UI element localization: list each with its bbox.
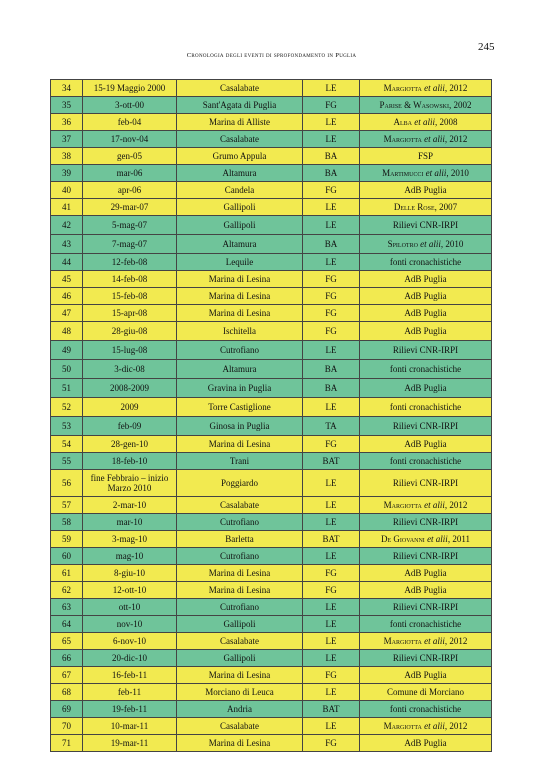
source-cell xyxy=(360,453,492,470)
date-cell: 19-feb-11 xyxy=(83,701,177,718)
source-etal: et alii xyxy=(420,238,441,249)
row-number-cell: 42 xyxy=(51,216,83,235)
table-row xyxy=(51,531,492,548)
province-cell: LE xyxy=(303,216,360,235)
row-number-cell: 59 xyxy=(51,531,83,548)
source-etal: et alii xyxy=(425,167,447,178)
date-cell: 19-mar-11 xyxy=(83,735,177,752)
table-row xyxy=(51,148,492,165)
table-row xyxy=(51,514,492,531)
source-year: fonti cronachistiche xyxy=(389,363,462,374)
source-year: , 2007 xyxy=(434,201,458,212)
source-year: FSP xyxy=(417,150,434,161)
table-row xyxy=(51,199,492,216)
row-number-cell: 58 xyxy=(51,514,83,531)
source-author: Alba xyxy=(393,116,412,127)
source-etal: et alii xyxy=(424,635,445,646)
province-cell: FG xyxy=(303,305,360,322)
running-header: Cronologia degli eventi di sprofondamento in Puglia xyxy=(186,52,357,59)
source-cell xyxy=(360,497,492,514)
source-cell xyxy=(360,379,492,398)
date-cell: 7-mag-07 xyxy=(83,235,177,254)
table-row xyxy=(51,182,492,199)
source-year: Rilievi CNR-IRPI xyxy=(392,550,459,561)
source-cell xyxy=(360,322,492,341)
province-cell: LE xyxy=(303,114,360,131)
row-number-cell: 39 xyxy=(51,165,83,182)
province-cell: LE xyxy=(303,470,360,497)
source-year: , 2012 xyxy=(444,635,468,646)
table-body xyxy=(51,80,492,752)
source-year: Rilievi CNR-IRPI xyxy=(392,516,459,527)
source-year: AdB Puglia xyxy=(404,737,447,748)
source-cell xyxy=(360,305,492,322)
date-cell: 3-ott-00 xyxy=(83,97,177,114)
province-cell: LE xyxy=(303,650,360,667)
province-cell: TA xyxy=(303,417,360,436)
location-cell: Altamura xyxy=(177,165,303,182)
date-cell: 10-mar-11 xyxy=(83,718,177,735)
source-cell xyxy=(360,633,492,650)
source-year: AdB Puglia xyxy=(404,669,447,680)
table-row xyxy=(51,341,492,360)
source-year: , 2010 xyxy=(446,167,469,178)
location-cell: Marina di Lesina xyxy=(177,735,303,752)
province-cell: LE xyxy=(303,599,360,616)
location-cell: Marina di Lesina xyxy=(177,667,303,684)
province-cell: FG xyxy=(303,735,360,752)
source-cell xyxy=(360,548,492,565)
source-year: , 2011 xyxy=(447,533,470,544)
location-cell: Lequile xyxy=(177,254,303,271)
source-year: Comune di Morciano xyxy=(387,686,464,697)
date-cell: 2-mar-10 xyxy=(83,497,177,514)
location-cell: Torre Castiglione xyxy=(177,398,303,417)
source-author: Martimucci xyxy=(382,167,424,178)
date-cell: 16-feb-11 xyxy=(83,667,177,684)
province-cell: FG xyxy=(303,97,360,114)
location-cell: Marina di Lesina xyxy=(177,288,303,305)
province-cell: BAT xyxy=(303,701,360,718)
source-etal: et alii xyxy=(424,499,445,510)
table-row xyxy=(51,322,492,341)
source-cell xyxy=(360,80,492,97)
row-number-cell: 46 xyxy=(51,288,83,305)
table-row xyxy=(51,216,492,235)
source-cell xyxy=(360,531,492,548)
row-number-cell: 48 xyxy=(51,322,83,341)
date-cell: 15-apr-08 xyxy=(83,305,177,322)
table-row xyxy=(51,398,492,417)
source-author: De Giovanni xyxy=(381,533,425,544)
date-cell: 15-lug-08 xyxy=(83,341,177,360)
province-cell: FG xyxy=(303,565,360,582)
location-cell: Marina di Lesina xyxy=(177,305,303,322)
province-cell: LE xyxy=(303,80,360,97)
province-cell: FG xyxy=(303,182,360,199)
source-year: Rilievi CNR-IRPI xyxy=(392,344,459,355)
source-cell xyxy=(360,131,492,148)
province-cell: FG xyxy=(303,322,360,341)
source-cell xyxy=(360,398,492,417)
table-row xyxy=(51,701,492,718)
source-author: Margiotta xyxy=(383,133,422,144)
date-cell: 20-dic-10 xyxy=(83,650,177,667)
location-cell: Sant'Agata di Puglia xyxy=(177,97,303,114)
location-cell: Casalabate xyxy=(177,80,303,97)
location-cell: Casalabate xyxy=(177,497,303,514)
source-cell xyxy=(360,199,492,216)
location-cell: Cutrofiano xyxy=(177,514,303,531)
province-cell: BAT xyxy=(303,531,360,548)
row-number-cell: 44 xyxy=(51,254,83,271)
row-number-cell: 53 xyxy=(51,417,83,436)
date-cell: ott-10 xyxy=(83,599,177,616)
location-cell: Marina di Lesina xyxy=(177,565,303,582)
location-cell: Altamura xyxy=(177,235,303,254)
table-row xyxy=(51,254,492,271)
row-number-cell: 63 xyxy=(51,599,83,616)
table-row xyxy=(51,436,492,453)
table-row xyxy=(51,379,492,398)
source-cell xyxy=(360,254,492,271)
location-cell: Casalabate xyxy=(177,131,303,148)
date-cell: mar-10 xyxy=(83,514,177,531)
source-cell xyxy=(360,216,492,235)
source-author: Parise & Wasowski xyxy=(379,99,449,110)
date-cell: 12-feb-08 xyxy=(83,254,177,271)
row-number-cell: 51 xyxy=(51,379,83,398)
date-cell: 15-19 Maggio 2000 xyxy=(83,80,177,97)
location-cell: Cutrofiano xyxy=(177,341,303,360)
date-cell: fine Febbraio – inizio Marzo 2010 xyxy=(83,470,177,497)
date-cell: feb-04 xyxy=(83,114,177,131)
province-cell: BA xyxy=(303,360,360,379)
row-number-cell: 36 xyxy=(51,114,83,131)
row-number-cell: 60 xyxy=(51,548,83,565)
table-row xyxy=(51,616,492,633)
source-cell xyxy=(360,667,492,684)
row-number-cell: 34 xyxy=(51,80,83,97)
table-row xyxy=(51,718,492,735)
source-year: , 2008 xyxy=(435,116,458,127)
table-row xyxy=(51,235,492,254)
date-cell: 15-feb-08 xyxy=(83,288,177,305)
table-row xyxy=(51,667,492,684)
row-number-cell: 47 xyxy=(51,305,83,322)
table-row xyxy=(51,305,492,322)
source-cell xyxy=(360,182,492,199)
location-cell: Marina di Lesina xyxy=(177,436,303,453)
province-cell: LE xyxy=(303,199,360,216)
source-cell xyxy=(360,235,492,254)
province-cell: BA xyxy=(303,379,360,398)
source-etal: et alii xyxy=(424,82,445,93)
source-year: AdB Puglia xyxy=(404,307,447,318)
table-row xyxy=(51,271,492,288)
province-cell: BA xyxy=(303,235,360,254)
source-cell xyxy=(360,718,492,735)
province-cell: LE xyxy=(303,497,360,514)
table-row xyxy=(51,114,492,131)
location-cell: Marina di Alliste xyxy=(177,114,303,131)
row-number-cell: 70 xyxy=(51,718,83,735)
source-year: Rilievi CNR-IRPI xyxy=(392,652,459,663)
province-cell: BA xyxy=(303,148,360,165)
source-cell xyxy=(360,97,492,114)
source-etal: et alii xyxy=(424,133,445,144)
source-year: AdB Puglia xyxy=(404,382,447,393)
province-cell: LE xyxy=(303,548,360,565)
location-cell: Ginosa in Puglia xyxy=(177,417,303,436)
location-cell: Ischitella xyxy=(177,322,303,341)
location-cell: Trani xyxy=(177,453,303,470)
source-year: Rilievi CNR-IRPI xyxy=(392,420,459,431)
location-cell: Gallipoli xyxy=(177,616,303,633)
source-author: Margiotta xyxy=(383,499,422,510)
table-row xyxy=(51,497,492,514)
source-year: AdB Puglia xyxy=(404,438,447,449)
date-cell: 17-nov-04 xyxy=(83,131,177,148)
location-cell: Marina di Lesina xyxy=(177,582,303,599)
source-cell xyxy=(360,599,492,616)
source-cell xyxy=(360,616,492,633)
location-cell: Andria xyxy=(177,701,303,718)
location-cell: Marina di Lesina xyxy=(177,271,303,288)
province-cell: LE xyxy=(303,341,360,360)
location-cell: Gravina in Puglia xyxy=(177,379,303,398)
province-cell: LE xyxy=(303,514,360,531)
table-row xyxy=(51,650,492,667)
row-number-cell: 64 xyxy=(51,616,83,633)
source-year: AdB Puglia xyxy=(404,325,447,336)
row-number-cell: 52 xyxy=(51,398,83,417)
table-row xyxy=(51,470,492,497)
row-number-cell: 45 xyxy=(51,271,83,288)
row-number-cell: 67 xyxy=(51,667,83,684)
source-cell xyxy=(360,684,492,701)
row-number-cell: 41 xyxy=(51,199,83,216)
source-year: fonti cronachistiche xyxy=(389,401,462,412)
row-number-cell: 54 xyxy=(51,436,83,453)
province-cell: LE xyxy=(303,616,360,633)
province-cell: BAT xyxy=(303,453,360,470)
row-number-cell: 65 xyxy=(51,633,83,650)
source-cell xyxy=(360,470,492,497)
source-year: fonti cronachistiche xyxy=(389,256,462,267)
date-cell: 6-nov-10 xyxy=(83,633,177,650)
row-number-cell: 56 xyxy=(51,470,83,497)
source-cell xyxy=(360,514,492,531)
location-cell: Cutrofiano xyxy=(177,548,303,565)
date-cell: feb-11 xyxy=(83,684,177,701)
location-cell: Casalabate xyxy=(177,633,303,650)
table-row xyxy=(51,417,492,436)
date-cell: 5-mag-07 xyxy=(83,216,177,235)
province-cell: LE xyxy=(303,633,360,650)
location-cell: Cutrofiano xyxy=(177,599,303,616)
row-number-cell: 62 xyxy=(51,582,83,599)
source-year: , 2012 xyxy=(444,82,468,93)
row-number-cell: 38 xyxy=(51,148,83,165)
row-number-cell: 61 xyxy=(51,565,83,582)
row-number-cell: 66 xyxy=(51,650,83,667)
location-cell: Candela xyxy=(177,182,303,199)
table-row xyxy=(51,633,492,650)
date-cell: mag-10 xyxy=(83,548,177,565)
table-row xyxy=(51,684,492,701)
source-year: AdB Puglia xyxy=(404,184,447,195)
table-row xyxy=(51,131,492,148)
table-row xyxy=(51,599,492,616)
source-year: AdB Puglia xyxy=(404,290,447,301)
date-cell: 28-gen-10 xyxy=(83,436,177,453)
date-cell: 28-giu-08 xyxy=(83,322,177,341)
source-author: Spilotro xyxy=(387,238,418,249)
source-year: AdB Puglia xyxy=(404,584,447,595)
province-cell: FG xyxy=(303,271,360,288)
date-cell: 14-feb-08 xyxy=(83,271,177,288)
location-cell: Grumo Appula xyxy=(177,148,303,165)
date-cell: 2009 xyxy=(83,398,177,417)
source-year: , 2002 xyxy=(449,99,472,110)
table-row xyxy=(51,453,492,470)
table-row xyxy=(51,735,492,752)
province-cell: LE xyxy=(303,718,360,735)
province-cell: FG xyxy=(303,582,360,599)
date-cell: 3-dic-08 xyxy=(83,360,177,379)
date-cell: 29-mar-07 xyxy=(83,199,177,216)
province-cell: LE xyxy=(303,254,360,271)
source-year: fonti cronachistiche xyxy=(389,618,462,629)
source-year: fonti cronachistiche xyxy=(389,703,462,714)
province-cell: LE xyxy=(303,131,360,148)
date-cell: 12-ott-10 xyxy=(83,582,177,599)
source-year: , 2012 xyxy=(444,133,468,144)
date-cell: 8-giu-10 xyxy=(83,565,177,582)
location-cell: Gallipoli xyxy=(177,199,303,216)
source-cell xyxy=(360,436,492,453)
source-author: Margiotta xyxy=(383,82,422,93)
date-cell: mar-06 xyxy=(83,165,177,182)
location-cell: Gallipoli xyxy=(177,650,303,667)
row-number-cell: 68 xyxy=(51,684,83,701)
location-cell: Altamura xyxy=(177,360,303,379)
table-row xyxy=(51,565,492,582)
source-cell xyxy=(360,650,492,667)
province-cell: FG xyxy=(303,436,360,453)
province-cell: FG xyxy=(303,288,360,305)
date-cell: 18-feb-10 xyxy=(83,453,177,470)
date-cell: gen-05 xyxy=(83,148,177,165)
source-etal: et alii xyxy=(414,116,435,127)
source-cell xyxy=(360,341,492,360)
sinkhole-events-table xyxy=(50,79,492,752)
row-number-cell: 40 xyxy=(51,182,83,199)
source-year: Rilievi CNR-IRPI xyxy=(392,477,459,488)
province-cell: FG xyxy=(303,667,360,684)
location-cell: Morciano di Leuca xyxy=(177,684,303,701)
row-number-cell: 49 xyxy=(51,341,83,360)
source-year: AdB Puglia xyxy=(404,567,447,578)
source-cell xyxy=(360,148,492,165)
source-year: , 2010 xyxy=(440,238,464,249)
table-row xyxy=(51,165,492,182)
row-number-cell: 43 xyxy=(51,235,83,254)
source-cell xyxy=(360,701,492,718)
source-year: AdB Puglia xyxy=(404,273,447,284)
row-number-cell: 71 xyxy=(51,735,83,752)
row-number-cell: 35 xyxy=(51,97,83,114)
table-row xyxy=(51,97,492,114)
source-year: , 2012 xyxy=(444,499,468,510)
table-row xyxy=(51,360,492,379)
row-number-cell: 55 xyxy=(51,453,83,470)
source-year: Rilievi CNR-IRPI xyxy=(392,601,459,612)
date-cell: 3-mag-10 xyxy=(83,531,177,548)
location-cell: Barletta xyxy=(177,531,303,548)
source-author: Margiotta xyxy=(383,720,422,731)
province-cell: BA xyxy=(303,165,360,182)
date-cell: 2008-2009 xyxy=(83,379,177,398)
province-cell: LE xyxy=(303,398,360,417)
location-cell: Poggiardo xyxy=(177,470,303,497)
row-number-cell: 37 xyxy=(51,131,83,148)
date-cell: feb-09 xyxy=(83,417,177,436)
source-author: Delle Rose xyxy=(393,201,435,212)
row-number-cell: 69 xyxy=(51,701,83,718)
source-cell xyxy=(360,165,492,182)
location-cell: Casalabate xyxy=(177,718,303,735)
source-etal: et alii xyxy=(424,720,445,731)
table-row xyxy=(51,548,492,565)
table-row xyxy=(51,582,492,599)
row-number-cell: 57 xyxy=(51,497,83,514)
page-number: 245 xyxy=(478,41,495,53)
date-cell: apr-06 xyxy=(83,182,177,199)
source-cell xyxy=(360,735,492,752)
source-cell xyxy=(360,417,492,436)
source-author: Margiotta xyxy=(383,635,422,646)
row-number-cell: 50 xyxy=(51,360,83,379)
location-cell: Gallipoli xyxy=(177,216,303,235)
source-cell xyxy=(360,582,492,599)
source-cell xyxy=(360,288,492,305)
source-year: , 2012 xyxy=(444,720,468,731)
source-cell xyxy=(360,565,492,582)
date-cell: nov-10 xyxy=(83,616,177,633)
table-row xyxy=(51,288,492,305)
source-etal: et alii xyxy=(427,533,448,544)
table-row xyxy=(51,80,492,97)
source-cell xyxy=(360,360,492,379)
source-cell xyxy=(360,114,492,131)
source-year: fonti cronachistiche xyxy=(389,455,462,466)
province-cell: LE xyxy=(303,684,360,701)
source-cell xyxy=(360,271,492,288)
source-year: Rilievi CNR-IRPI xyxy=(392,219,459,230)
